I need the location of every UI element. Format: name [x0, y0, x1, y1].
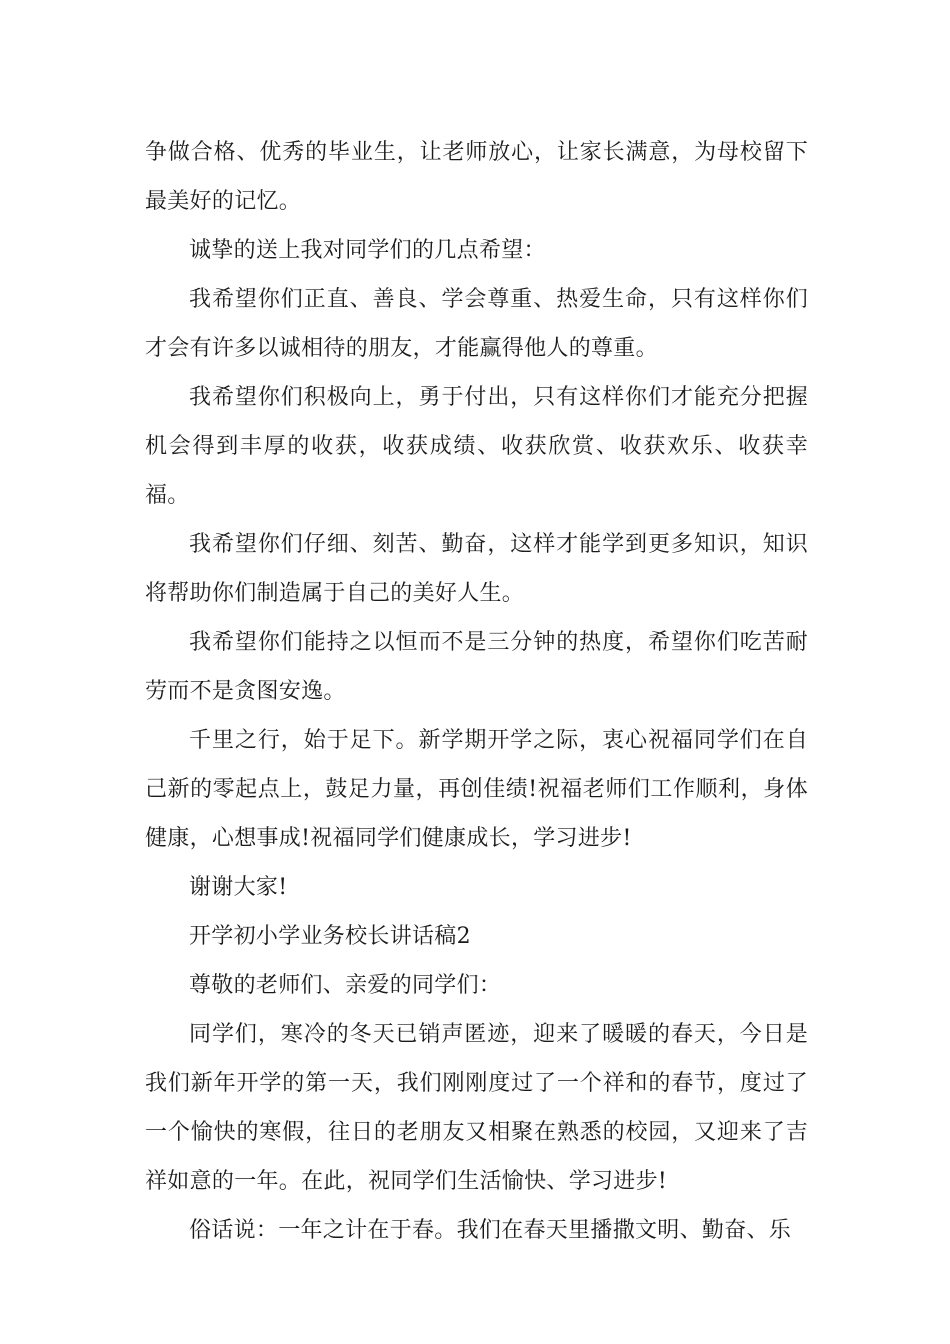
paragraph-hope-1: 我希望你们正直、善良、学会尊重、热爱生命，只有这样你们才会有许多以诚相待的朋友，才能赢得他人的尊重。: [145, 287, 808, 361]
paragraph-hope-3: 我希望你们仔细、刻苦、勤奋，这样才能学到更多知识，知识将帮助你们制造属于自己的美好人生。: [145, 532, 808, 606]
paragraph-continuation: 争做合格、优秀的毕业生，让老师放心，让家长满意，为母校留下最美好的记忆。: [145, 140, 808, 214]
paragraph-opening: 同学们，寒冷的冬天已销声匿迹，迎来了暖暖的春天，今日是我们新年开学的第一天，我们刚刚度过了一个祥和的春节，度过了一个愉快的寒假，往日的老朋友又相聚在熟悉的校园，又迎来了吉祥如意的一年。在此，祝同学们生活愉快、学习进步!: [145, 1022, 808, 1194]
paragraph-hopes-intro: 诚挚的送上我对同学们的几点希望：: [189, 238, 546, 263]
paragraph-proverb: 俗话说：一年之计在于春。我们在春天里播撒文明、勤奋、乐: [189, 1218, 792, 1243]
document-page: [145, 128, 808, 1255]
paragraph-hope-2: 我希望你们积极向上，勇于付出，只有这样你们才能充分把握机会得到丰厚的收获，收获成绩、收获欣赏、收获欢乐、收获幸福。: [145, 385, 808, 508]
paragraph-blessing: 千里之行，始于足下。新学期开学之际，衷心祝福同学们在自己新的零起点上，鼓足力量，再创佳绩!祝福老师们工作顺利，身体健康，心想事成!祝福同学们健康成长，学习进步!: [145, 728, 808, 851]
paragraph-thanks: 谢谢大家!: [189, 875, 288, 900]
section-heading: 开学初小学业务校长讲话稿2: [189, 924, 471, 949]
paragraph-hope-4: 我希望你们能持之以恒而不是三分钟的热度，希望你们吃苦耐劳而不是贪图安逸。: [145, 630, 808, 704]
paragraph-salutation: 尊敬的老师们、亲爱的同学们：: [189, 973, 502, 998]
